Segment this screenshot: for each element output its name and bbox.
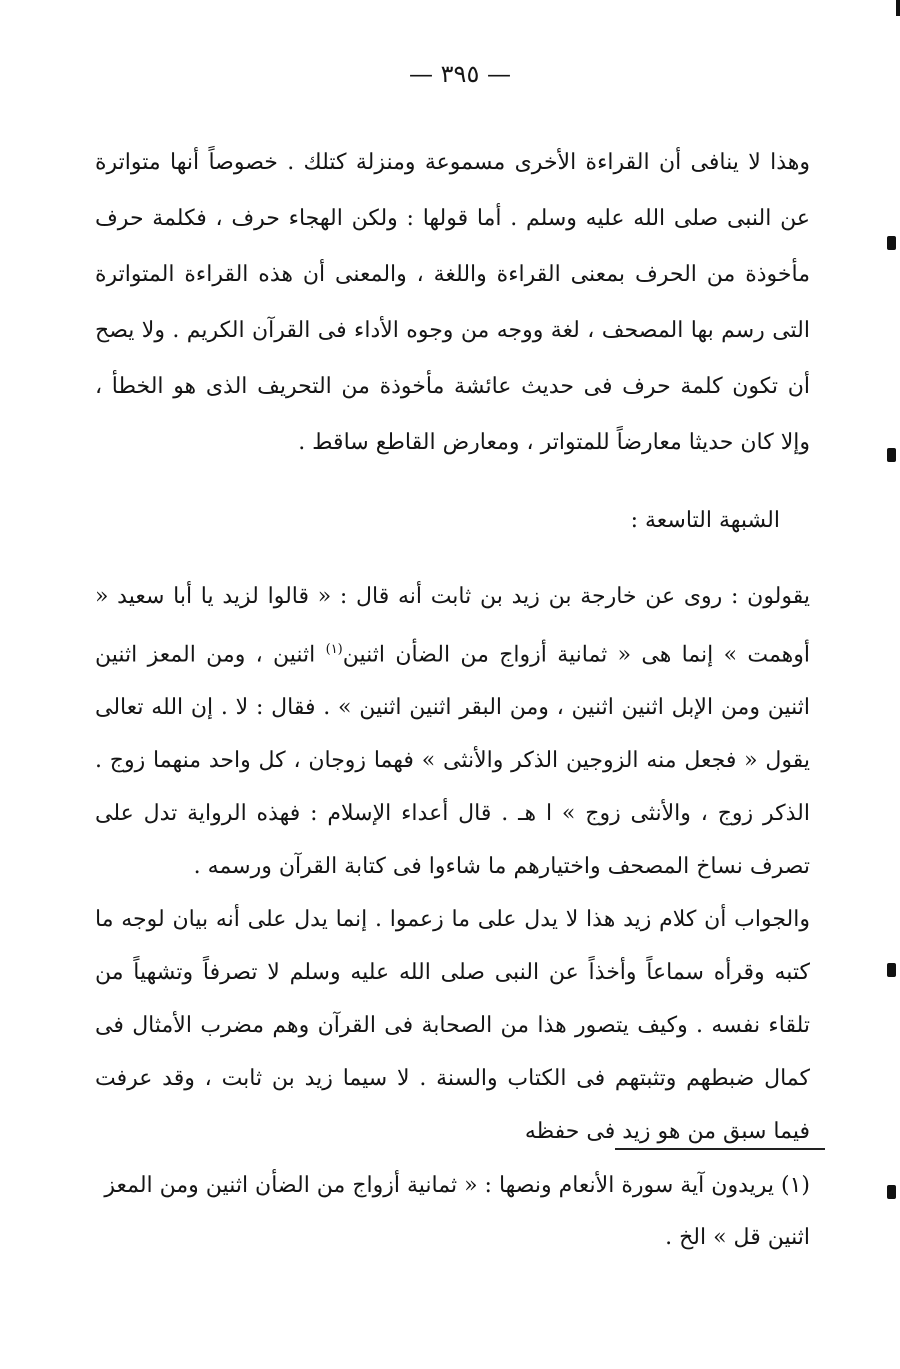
scan-margin-mark: [887, 236, 896, 250]
paragraph-2-part-a: يقولون : روى عن خارجة بن زيد بن ثابت أنه قال : « قالوا لزيد يا أبا سعيد « أوهمت » إنما هى « ثمانية أزواج من الضأن اثنين: [95, 584, 810, 668]
scan-edge-mark: [896, 0, 900, 16]
scan-margin-mark: [887, 448, 896, 462]
page-body-top: [95, 135, 810, 471]
footnote-reference: (١): [325, 642, 343, 657]
scan-margin-mark: [887, 1185, 896, 1199]
paragraph-2-part-b: اثنين ، ومن المعز اثنين اثنين ومن الإبل اثنين اثنين ، ومن البقر اثنين اثنين » . فقال : لا . إن الله تعالى يقول « فجعل منه الزوجين الذكر والأنثى » فهما زوجان ، كل واحد منهما زوج . الذكر زوج ، والأنثى زوج » ا هـ . قال أعداء الإسلام : فهذه الرواية تدل على تصرف نساخ المصحف واختيارهم ما شاءوا فى كتابة القرآن ورسمه .: [95, 642, 810, 880]
page-body-main: [95, 570, 810, 1158]
section-heading: الشبهة التاسعة :: [630, 508, 780, 533]
footnote-divider: [615, 1148, 825, 1150]
page-number: — ٣٩٥ —: [409, 60, 511, 88]
paragraph-2: [95, 570, 810, 893]
scan-margin-mark: [887, 963, 896, 977]
paragraph-3: والجواب أن كلام زيد هذا لا يدل على ما زعموا . إنما يدل على أنه بيان لوجه ما كتبه وقرأه سماعاً وأخذاً عن النبى صلى الله عليه وسلم لا تصرفاً وتشهياً من تلقاء نفسه . وكيف يتصور هذا من الصحابة فى القرآن وهم مضرب الأمثال فى كمال ضبطهم وتثبتهم فى الكتاب والسنة . لا سيما زيد بن ثابت ، وقد عرفت فيما سبق من هو زيد فى حفظه: [95, 907, 810, 1145]
paragraph-1: وهذا لا ينافى أن القراءة الأخرى مسموعة ومنزلة كتلك . خصوصاً أنها متواترة عن النبى صلى الله عليه وسلم . أما قولها : ولكن الهجاء حرف ، فكلمة حرف مأخوذة من الحرف بمعنى القراءة واللغة ، والمعنى أن هذه القراءة المتواترة التى رسم بها المصحف ، لغة ووجه من وجوه الأداء فى القرآن الكريم . ولا يصح أن تكون كلمة حرف فى حديث عائشة مأخوذة من التحريف الذى هو الخطأ ، وإلا كان حديثا معارضاً للمتواتر ، ومعارض القاطع ساقط .: [95, 150, 810, 455]
footnote: (١) يريدون آية سورة الأنعام ونصها : « ثمانية أزواج من الضأن اثنين ومن المعز اثنين قل » الخ .: [104, 1173, 810, 1250]
